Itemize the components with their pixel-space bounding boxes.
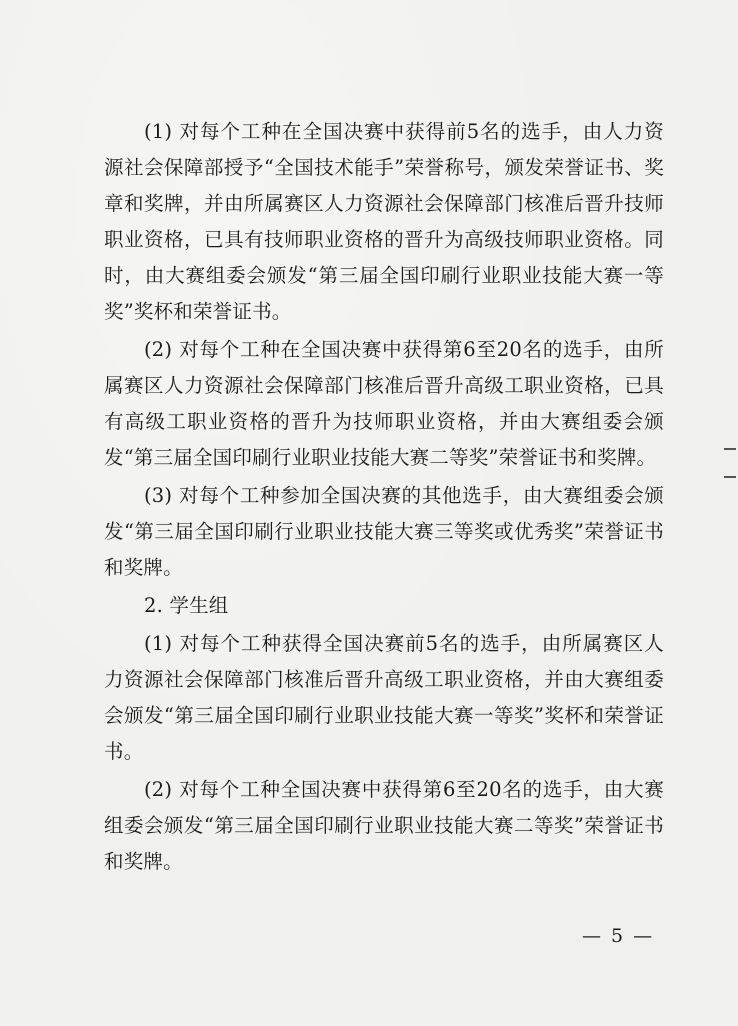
page-number: — 5 — xyxy=(582,925,655,947)
paragraph-3: (3) 对每个工种参加全国决赛的其他选手，由大赛组委会颁发“第三届全国印刷行业职业技能大赛三等奖或优秀奖”荣誉证书和奖牌。 xyxy=(104,484,664,579)
paragraph-1: (1) 对每个工种在全国决赛中获得前5名的选手，由人力资源社会保障部授予“全国技术能手”荣誉称号，颁发荣誉证书、奖章和奖牌，并由所属赛区人力资源社会保障部门核准后晋升技师职业资格，已具有技师职业资格的晋升为高级技师职业资格。同时，由大赛组委会颁发“第三届全国印刷行业职业技能大赛一等奖”奖杯和荣誉证书。 xyxy=(104,120,664,323)
student-paragraph-2: (2) 对每个工种全国决赛中获得第6至20名的选手，由大赛组委会颁发“第三届全国印刷行业职业技能大赛二等奖”荣誉证书和奖牌。 xyxy=(104,778,664,873)
edge-mark xyxy=(724,476,736,478)
paragraph-2: (2) 对每个工种在全国决赛中获得第6至20名的选手，由所属赛区人力资源社会保障部门核准后晋升高级工职业资格，已具有高级工职业资格的晋升为技师职业资格，并由大赛组委会颁发“第三届全国印刷行业职业技能大赛二等奖”荣誉证书和奖牌。 xyxy=(104,338,664,469)
student-paragraph-1: (1) 对每个工种获得全国决赛前5名的选手，由所属赛区人力资源社会保障部门核准后晋升高级工职业资格，并由大赛组委会颁发“第三届全国印刷行业职业技能大赛一等奖”奖杯和荣誉证书。 xyxy=(104,632,664,763)
edge-mark xyxy=(724,448,736,450)
document-body xyxy=(104,114,664,880)
section-heading: 2. 学生组 xyxy=(144,594,229,617)
